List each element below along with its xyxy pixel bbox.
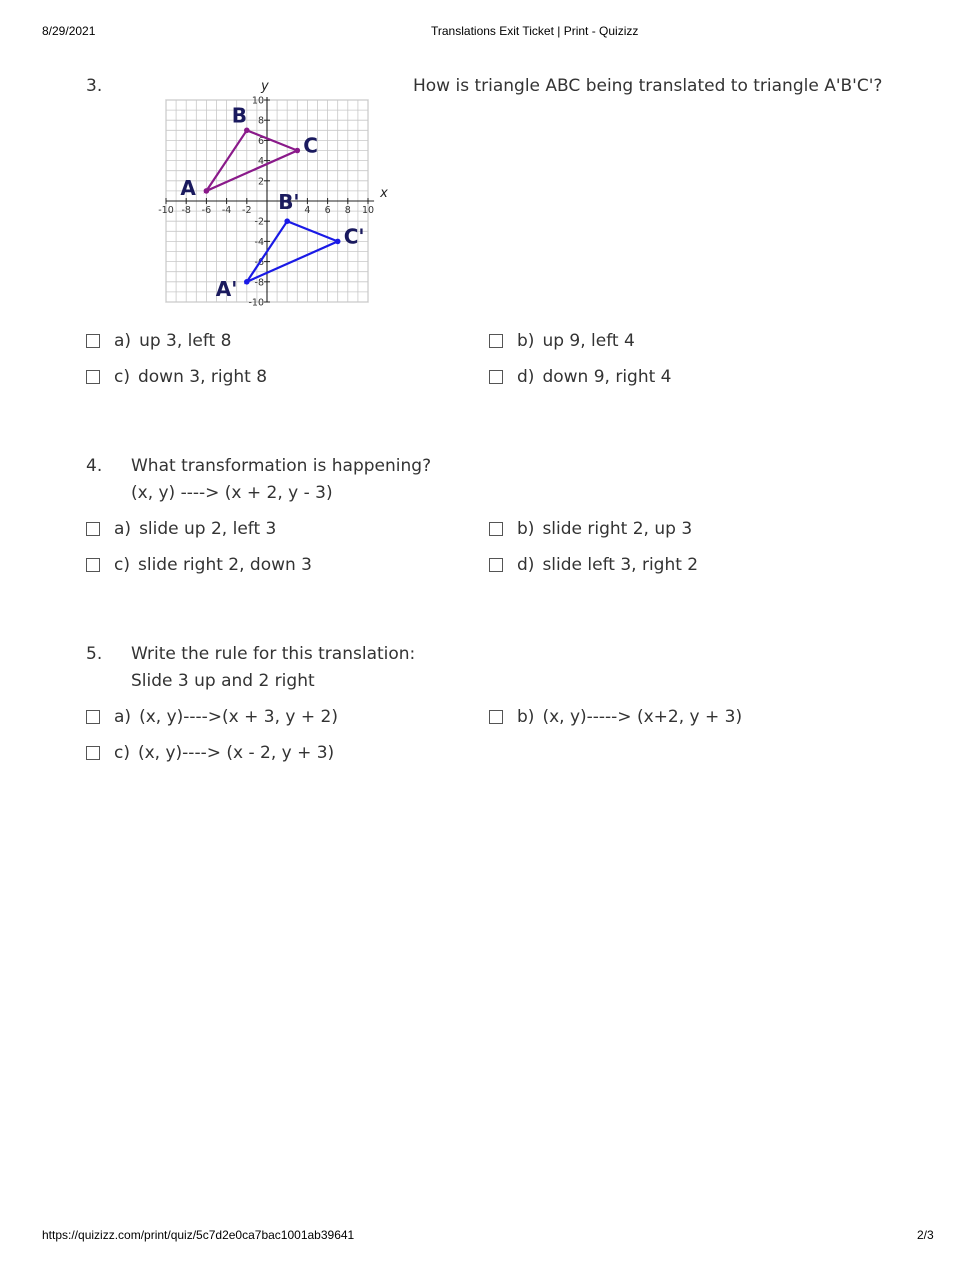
checkbox[interactable] [489,710,503,724]
vertex-point [244,279,250,285]
y-tick-label: 2 [257,176,264,188]
question-4-number: 4. [86,456,103,476]
x-tick-label: 6 [324,205,331,216]
x-tick-label: -6 [201,205,212,216]
vertex-point [244,128,250,134]
x-tick-label: -4 [221,205,232,216]
x-tick-label: 10 [361,205,375,216]
q5-option-a[interactable] [86,707,338,727]
y-tick-label: -8 [254,277,264,289]
checkbox[interactable] [489,334,503,348]
option-text: slide left 3, right 2 [542,555,699,575]
y-tick-label: 6 [257,135,264,147]
option-text: slide right 2, up 3 [542,519,693,539]
x-axis-label: x [380,186,388,201]
option-text: down 3, right 8 [137,367,268,387]
option-letter: b) [517,519,535,539]
question-3-number: 3. [86,76,103,96]
question-4-line-1: What transformation is happening? [131,456,432,476]
option-text: (x, y)---->(x + 3, y + 2) [139,707,338,727]
y-tick-label: -2 [254,216,264,228]
option-text: slide right 2, down 3 [137,555,313,575]
x-tick-label: -2 [242,205,252,216]
page-number: 2/3 [917,1228,934,1242]
page-url: https://quizizz.com/print/quiz/5c7d2e0ca7bac1001ab39641 [42,1228,355,1242]
y-tick-label: -10 [248,297,264,309]
option-text: up 3, left 8 [139,331,232,351]
y-tick-label: 8 [257,115,264,127]
checkbox[interactable] [489,370,503,384]
q3-option-b[interactable] [489,331,635,351]
option-text: down 9, right 4 [542,367,672,387]
option-text: up 9, left 4 [542,331,635,351]
option-letter: c) [114,367,130,387]
vertex-point [295,148,301,154]
checkbox[interactable] [86,746,100,760]
checkbox[interactable] [489,558,503,572]
question-3-text: How is triangle ABC being translated to triangle A'B'C'? [413,76,883,96]
option-letter: a) [114,331,132,351]
x-tick-label: 4 [304,205,311,216]
q5-option-b[interactable] [489,707,742,727]
question-4-line-2: (x, y) ----> (x + 2, y - 3) [131,483,333,503]
vertex-label: B' [278,190,300,215]
question-5-text [131,641,415,695]
y-tick-label: -4 [254,236,264,248]
y-tick-label: 10 [251,95,264,107]
vertex-point [204,188,210,194]
q4-option-b[interactable] [489,519,692,539]
option-letter: b) [517,331,535,351]
vertex-label: C' [343,224,365,249]
checkbox[interactable] [86,370,100,384]
question-5-line-2: Slide 3 up and 2 right [131,671,315,691]
option-text: (x, y)-----> (x+2, y + 3) [542,707,743,727]
option-letter: c) [114,555,130,575]
checkbox[interactable] [86,558,100,572]
y-axis-label: y [261,78,269,94]
option-letter: a) [114,519,132,539]
option-letter: d) [517,555,535,575]
page-title: Translations Exit Ticket | Print - Quizizz [431,24,639,38]
coordinate-graph [152,76,392,311]
question-5-number: 5. [86,644,103,664]
vertex-label: B [231,103,248,128]
checkbox[interactable] [86,522,100,536]
vertex-label: A' [215,276,238,301]
x-tick-label: 8 [344,205,351,216]
q3-option-c[interactable] [86,367,267,387]
y-tick-label: -6 [254,257,264,269]
vertex-point [335,239,341,245]
q4-option-a[interactable] [86,519,276,539]
q4-option-c[interactable] [86,555,312,575]
option-letter: d) [517,367,535,387]
q4-option-d[interactable] [489,555,698,575]
option-letter: a) [114,707,132,727]
x-tick-label: -8 [181,205,191,216]
option-letter: b) [517,707,535,727]
question-4-text [131,453,431,507]
q3-option-d[interactable] [489,367,672,387]
checkbox[interactable] [489,522,503,536]
option-text: (x, y)----> (x - 2, y + 3) [137,743,335,763]
print-date: 8/29/2021 [42,24,96,38]
question-5-line-1: Write the rule for this translation: [131,644,416,664]
x-tick-label: -10 [158,205,174,216]
y-tick-label: 4 [257,156,264,168]
q5-option-c[interactable] [86,743,334,763]
option-text: slide up 2, left 3 [139,519,277,539]
vertex-label: C [303,133,318,158]
option-letter: c) [114,743,130,763]
vertex-point [284,218,290,224]
checkbox[interactable] [86,334,100,348]
checkbox[interactable] [86,710,100,724]
vertex-label: A [180,175,196,200]
q3-option-a[interactable] [86,331,231,351]
